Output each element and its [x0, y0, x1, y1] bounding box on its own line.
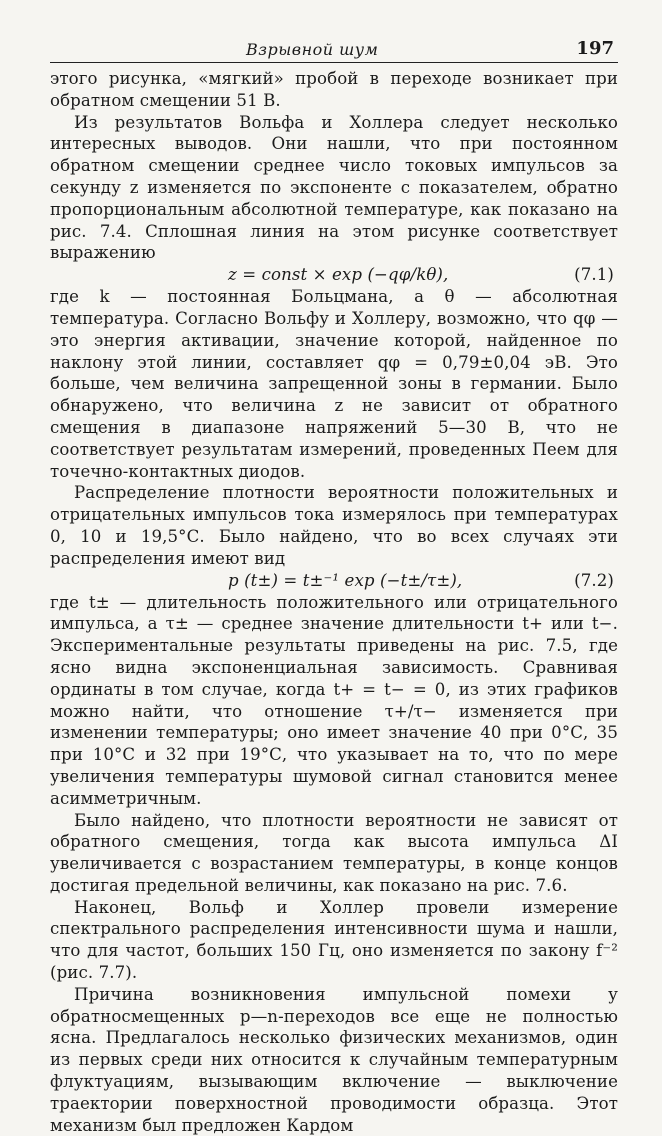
equation-number: (7.1): [574, 265, 614, 285]
paragraph: где k — постоянная Больцмана, а θ — абсолютная температура. Согласно Вольфу и Холлеру, возможно, что qφ — это энергия активации, значение которой, найденное по наклону этой линии, составляет qφ = 0,79±0,04 эВ. Это больше, чем величина запрещенной зоны в германии. Было обнаружено, что величина z не зависит от обратного смещения в диапазоне напряжений 5—30 В, что не соответствует результатам измерений, проведенных Пеем для точечно-контактных диодов.: [50, 287, 618, 481]
equation-number: (7.2): [574, 570, 614, 590]
equation-formula: z = const × exp (−qφ/kθ),: [228, 265, 449, 285]
equation-7-1: [50, 264, 618, 286]
paragraph: Из результатов Вольфа и Холлера следует несколько интересных выводов. Они нашли, что при постоянном обратном смещении среднее число токовых импульсов за секунду z изменяется по экспоненте с показателем, обратно пропорциональным абсолютной температуре, как показано на рис. 7.4. Сплошная линия на этом рисунке соответствует выражению: [50, 112, 618, 263]
page-number: 197: [576, 38, 614, 59]
paragraph: Было найдено, что плотности вероятности не зависят от обратного смещения, тогда как высота импульса ΔI увеличивается с возрастанием температуры, в конце концов достигая предельной величины, как показано на рис. 7.6.: [50, 810, 618, 895]
paragraph: Наконец, Вольф и Холлер провели измерение спектрального распределения интенсивности шума и нашли, что для частот, больших 150 Гц, оно изменяется по закону f⁻² (рис. 7.7).: [50, 897, 618, 983]
paragraph: Причина возникновения импульсной помехи у обратносмещенных p—n-переходов все еще не полностью ясна. Предлагалось несколько физических механизмов, один из первых среди них относится к случайным температурным флуктуациям, вызывающим включение — выключение траектории поверхностной проводимости образца. Этот механизм был предложен Кардом: [50, 984, 618, 1135]
paragraph: где t± — длительность положительного или отрицательного импульса, а τ± — среднее значение длительности t+ или t−. Экспериментальные результаты приведены на рис. 7.5, где ясно видна экспоненциальная зависимость. Сравнивая ординаты в том случае, когда t+ = t− = 0, из этих графиков можно найти, что отношение τ+/τ− изменяется при изменении температуры; оно имеет значение 40 при 0°С, 35 при 10°С и 32 при 19°С, что указывает на то, что по мере увеличения температуры шумовой сигнал становится менее асимметричным.: [50, 592, 618, 808]
paragraph: Распределение плотности вероятности положительных и отрицательных импульсов тока измерялось при температурах 0, 10 и 19,5°С. Было найдено, что во всех случаях эти распределения имеют вид: [50, 483, 618, 568]
body-text: [50, 68, 618, 1136]
equation-7-2: [50, 570, 618, 592]
running-title: Взрывной шум: [246, 40, 379, 59]
equation-formula: p (t±) = t±⁻¹ exp (−t±/τ±),: [228, 570, 463, 590]
paragraph-continuation: этого рисунка, «мягкий» пробой в переходе возникает при обратном смещении 51 В.: [50, 69, 618, 110]
running-header: [50, 34, 618, 63]
